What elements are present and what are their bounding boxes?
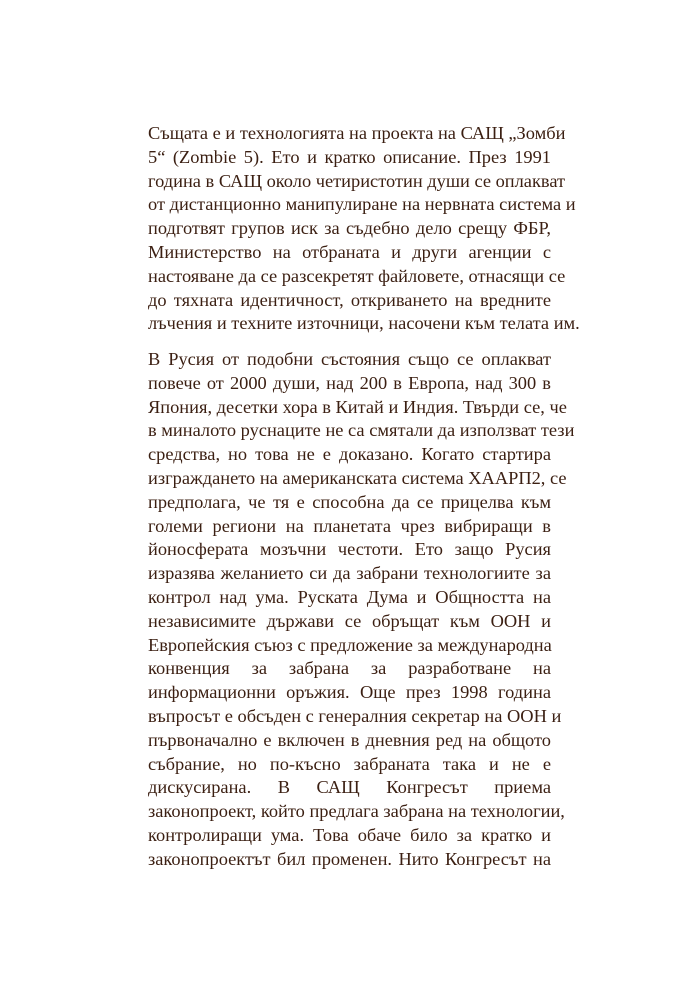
text-line: година в САЩ около четиристотин души се оплакват xyxy=(148,170,566,191)
text-line: повече от 2000 души, над 200 в Европа, над 300 в xyxy=(148,372,551,393)
text-line: събрание, но по-късно забраната така и не е xyxy=(148,753,551,774)
paragraph-1 xyxy=(148,122,580,336)
text-line: контролиращи ума. Това обаче било за кратко и xyxy=(148,824,551,845)
text-line: изграждането на американската система ХААРП2, се xyxy=(148,467,567,488)
text-line: в миналото руснаците не са смятали да използват тези xyxy=(148,420,575,441)
text-line: Същата е и технологията на проекта на САЩ „Зомби xyxy=(148,123,566,143)
text-line: йоносферата мозъчни честоти. Ето защо Русия xyxy=(148,539,551,560)
text-line: конвенция за забрана за разработване на xyxy=(148,658,551,679)
text-line: законопроект, който предлага забрана на технологии, xyxy=(148,801,565,822)
text-line: Европейския съюз с предложение за международна xyxy=(148,634,552,655)
text-line: Япония, десетки хора в Китай и Индия. Твърди се, че xyxy=(148,396,567,417)
text-line: В Русия от подобни състояния също се оплакват xyxy=(148,349,551,369)
text-line: изразява желанието си да забрани технологиите за xyxy=(148,563,551,584)
text-line: настояване да се разсекретят файловете, отнасящи се xyxy=(148,265,566,286)
text-line: подготвят групов иск за съдебно дело срещу ФБР, xyxy=(148,218,551,239)
text-line: предполага, че тя е способна да се прицелва към xyxy=(148,491,551,512)
paragraph-2 xyxy=(148,348,575,872)
text-line: Министерство на отбраната и други агенции с xyxy=(148,241,551,262)
text-line: контрол над ума. Руската Дума и Общността на xyxy=(148,586,551,607)
text-line: информационни оръжия. Още през 1998 година xyxy=(148,682,551,703)
text-line: първоначално е включен в дневния ред на общото xyxy=(148,729,551,750)
text-line: дискусирана. В САЩ Конгресът приема xyxy=(148,777,551,798)
text-line: средства, но това не е доказано. Когато стартира xyxy=(148,444,551,465)
text-line: въпросът е обсъден с генералния секретар на ООН и xyxy=(148,705,562,726)
text-line: независимите държави се обръщат към ООН и xyxy=(148,610,551,631)
text-line: законопроектът бил променен. Нито Конгресът на xyxy=(148,848,551,869)
text-line: от дистанционно манипулиране на нервната система и xyxy=(148,194,576,215)
text-line: големи региони на планетата чрез вибриращи в xyxy=(148,515,551,536)
text-line: 5“ (Zombie 5). Ето и кратко описание. През 1991 xyxy=(148,146,551,167)
text-line: лъчения и техните източници, насочени към телата им. xyxy=(148,313,580,334)
text-line: до тяхната идентичност, откриването на вредните xyxy=(148,289,551,310)
